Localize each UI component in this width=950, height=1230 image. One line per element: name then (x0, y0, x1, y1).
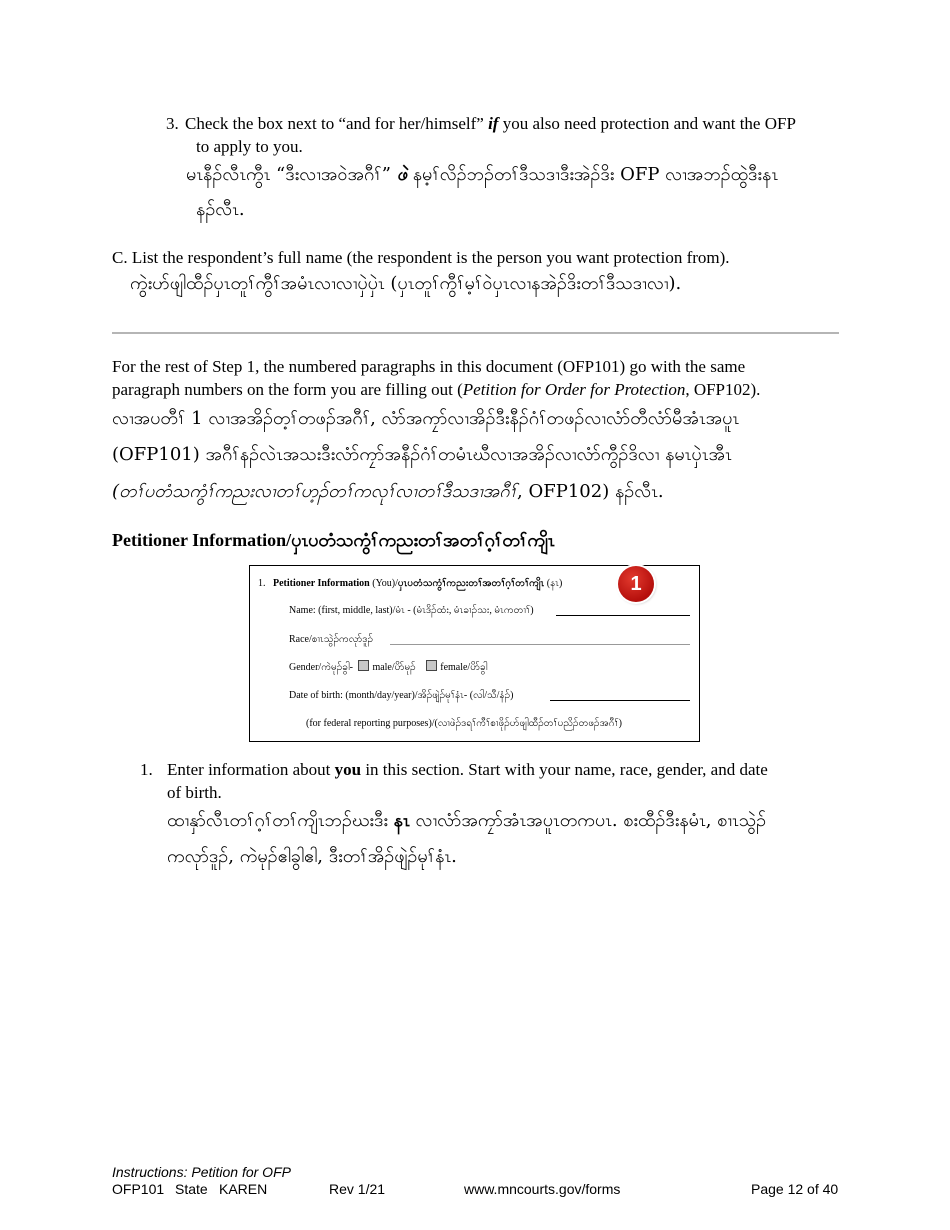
item-3-text (185, 112, 845, 135)
item-1-karen-cont: ကလုာ်ဒူၣ်, ကဲမုၣ်ဧါခွါဧါ, ဒီးတၢ်အိၣ်ဖျဲၣ်မုၢ်နံၤ. (167, 846, 457, 867)
item-1-text-b: in this section. Start with your name, race, gender, and date (361, 760, 768, 779)
item-3-text-a: Check the box next to “and for her/himself” (185, 114, 489, 133)
rest-text-2 (112, 378, 760, 401)
form-title-bold: Petitioner Information (273, 578, 370, 589)
footer-revision: Rev 1/21 (329, 1181, 386, 1197)
form-number: 1. (258, 578, 266, 589)
item-3-if: if (488, 114, 499, 133)
footer-state: State (175, 1181, 208, 1197)
item-c-text: C. List the respondent’s full name (the respondent is the person you want protection from). (112, 248, 730, 267)
item-3-karen-cont: နၣ်လီၤ. (196, 199, 245, 220)
item-3-text-cont: to apply to you. (196, 137, 303, 156)
male-label: male/ပိာ်မုၣ် (372, 662, 416, 673)
rest-karen-3-italic: (တၢ်ပတံသကွံၢ်ကညးလၢတၢ်ဟ့ၣ်တၢ်ကလုၢ်လၢတၢ်ဒီသဒၢအဂီၢ် (112, 481, 518, 502)
form-title-end: (နၤ) (544, 578, 563, 589)
number-badge: 1 (618, 566, 654, 602)
item-c-karen: ကွဲးဟ်ဖျါထီၣ်ပှၤတူၢ်ကွီၢ်အမံၤလၢလၢပှဲပှဲၤ (ပှၤတူၢ်ကွီၢ်မ့ၢ်ဝဲပှၤလၢနအဲၣ်ဒိးတၢ်ဒီသဒၢလၢ). (130, 273, 682, 294)
footer-page-number: Page 12 of 40 (751, 1181, 839, 1197)
female-label: female/ပိာ်ခွါ (440, 662, 488, 673)
form-title-you: (You)/ (369, 578, 398, 589)
rest-text-2a: paragraph numbers on the form you are filling out ( (112, 380, 463, 399)
item-1-text-bold: you (334, 760, 362, 779)
race-field-line (390, 644, 690, 645)
item-3-number: 3. (166, 114, 179, 133)
item-3-text-b: you also need protection and want the OFP (498, 114, 796, 133)
item-3-karen-bold: ဖဲ (396, 164, 407, 185)
race-label: Race/စၢၤသွဲၣ်ကလုာ်ဒူၣ် (289, 634, 374, 645)
item-1-karen (167, 806, 766, 836)
form-title-karen: ပှၤပတံသကွံၢ်ကညးတၢ်အတၢ်ဂ့ၢ်တၢ်ကျိၤ (397, 578, 545, 589)
gender-label: Gender/ကဲမုၣ်ခွါ- (289, 662, 353, 673)
form-title (258, 576, 562, 591)
footer-code: OFP101 (112, 1181, 165, 1197)
item-1-text (167, 758, 768, 781)
rest-text-2b: , OFP102). (685, 380, 761, 399)
section-divider (112, 332, 839, 334)
item-3-karen-b: နမ့ၢ်လိၣ်ဘၣ်တၢ်ဒီသဒၢဒီးအဲၣ်ဒိး OFP လၢအဘၣ်ထွဲဒီးနၤ (407, 164, 779, 185)
footer-language: KAREN (219, 1181, 268, 1197)
item-3-karen (186, 160, 778, 190)
rest-karen-3 (112, 477, 664, 507)
item-3-karen-a: မၤနီၣ်လီၤကွီၤ “ဒီးလၢအဝဲအဂီၢ်” (186, 164, 397, 185)
gender-row (289, 660, 487, 675)
footer-title: Instructions: Petition for OFP (112, 1164, 291, 1180)
item-1-text-a: Enter information about (167, 760, 335, 779)
rest-karen-2: (OFP101) အဂီၢ်နၣ်လဲၤအသးဒီးလံာ်ကၠာ်အနီၣ်ဂံၢ်တမံၤဃီလၢအအိၣ်လၢလံာ်ကွီၣ်ဒိလၢ နမၤပှဲၤအီၤ (112, 444, 732, 465)
item-1-text-cont: of birth. (167, 783, 222, 802)
section-heading: Petitioner Information/ပှၤပတံသကွံၢ်ကညးတၢ်အတၢ်ဂ့ၢ်တၢ်ကျိၤ (112, 530, 555, 550)
rest-karen-3-end: , OFP102) နၣ်လီၤ. (517, 481, 664, 502)
item-1-karen-a: ထၢနှာ်လီၤတၢ်ဂ့ၢ်တၢ်ကျိၤဘၣ်ဃးဒီး (167, 810, 394, 831)
dob-label: Date of birth: (month/day/year)/အိၣ်ဖျဲၣ်မုၢ်နံၤ- (လါ/သီ/နံၣ်) (289, 690, 514, 701)
name-field-line (556, 615, 690, 616)
dob-field-line (550, 700, 690, 701)
rest-text-1: For the rest of Step 1, the numbered paragraphs in this document (OFP101) go with the same (112, 357, 746, 376)
item-1-karen-bold: နၤ (393, 810, 410, 831)
rest-karen-1: လၢအပတီၢ် 1 လၢအအိၣ်တ့ၢ်တဖၣ်အဂီၢ်, လံာ်အကၠာ်လၢအိၣ်ဒီးနီၣ်ဂံၢ်တဖၣ်လၢလံာ်တီလံာ်မီအံၤအပူၤ (112, 408, 740, 429)
footer-url[interactable]: www.mncourts.gov/forms (464, 1181, 621, 1197)
female-checkbox (426, 660, 437, 671)
item-1-karen-b: လၢလံာ်အကၠာ်အံၤအပူၤတကပၤ. စးထီၣ်ဒီးနမံၤ, စၢၤသွဲၣ် (409, 810, 767, 831)
rest-text-2-italic: Petition for Order for Protection (462, 380, 686, 399)
federal-note: (for federal reporting purposes)/(လၢဖဲၣ်ဒရၢ်ကီၢ်စၢဖိုၣ်ဟ်ဖျါထီၣ်တၢ်ပညိၣ်တဖၣ်အဂီၢ်) (306, 718, 622, 729)
male-checkbox (358, 660, 369, 671)
form-excerpt (249, 565, 700, 742)
item-1-number: 1. (140, 760, 153, 779)
name-label: Name: (first, middle, last)/မံၤ - (မံၤဒိၣ်ထံး, မံၤခၢၣ်သး, မံၤကတၢၢ်) (289, 605, 534, 616)
